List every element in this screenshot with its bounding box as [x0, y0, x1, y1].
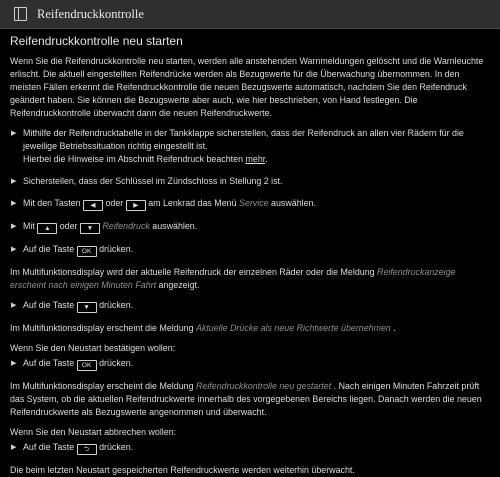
cancel-label: Wenn Sie den Neustart abbrechen wollen:	[10, 427, 177, 437]
step-ignition	[10, 175, 490, 188]
restart-info-paragraph: Im Multifunktionsdisplay erscheint die Meldung Reifendruckkontrolle neu gestartet . Nach einigen Minuten Fahrzeit prüft das System, ob die aktuellen Reifendruckwerte innerhalb des vorgegebenen Bereichs liegen. Danach werden die neuen Reifendruckwerte als Bezugswerte angenommen und überwacht.	[10, 381, 482, 417]
step-cancel-back: ▶ Auf die Taste ⮌ drücken.	[11, 442, 134, 453]
down-key-icon: ▼	[80, 223, 100, 234]
right-key-icon: ▶	[126, 200, 146, 211]
bullet-arrow-icon: ▶	[11, 246, 17, 253]
back-key-icon: ⮌	[77, 444, 97, 455]
step-select-service: ▶ Mit den Tasten ◀ oder ▶ am Lenkrad das Menü Service auswählen.	[11, 198, 316, 209]
menu-name-service: Service	[238, 198, 269, 208]
bullet-arrow-icon: ▶	[11, 223, 17, 230]
display-info-paragraph: Im Multifunktionsdisplay wird der aktuelle Reifendruck der einzelnen Räder oder die Meldung Reifendruckanzeige erscheint nach einigen Minuten Fahrt angezeigt.	[10, 267, 456, 290]
menu-item-reifendruck: Reifendruck	[102, 221, 150, 231]
step-text: Sicherstellen, dass der Schlüssel im Zündschloss in Stellung 2 ist.	[23, 176, 283, 186]
step-text: Mithilfe der Reifendrucktabelle in der Tankklappe sicherstellen, dass der Reifendruck an allen vier Rädern für die jeweilige Betriebssituation richtig eingestellt ist.	[23, 128, 464, 151]
window-title: Reifendruckkontrolle	[37, 6, 144, 21]
ok-key-icon: OK	[77, 246, 97, 257]
step-confirm-ok: ▶ Auf die Taste OK drücken.	[11, 358, 134, 369]
step-check-tyre-pressure: ▶ Mithilfe der Reifendrucktabelle in der Tankklappe sicherstellen, dass der Reifendruck an allen vier Rädern für die jeweilige Betriebssituation richtig eingestellt ist. Hierbei die Hinweise im Abschnitt Reifendruck beachten mehr.	[11, 128, 464, 164]
step-press-ok: ▶ Auf die Taste OK drücken.	[11, 244, 134, 255]
more-link[interactable]: mehr	[245, 154, 266, 164]
step-press-down: ▶ Auf die Taste ▼ drücken.	[11, 300, 134, 311]
bullet-arrow-icon: ▶	[11, 360, 17, 367]
left-key-icon: ◀	[83, 200, 103, 211]
title-bar	[0, 0, 500, 29]
section-heading: Reifendruckkontrolle neu starten	[10, 34, 183, 48]
down-key-icon: ▼	[77, 302, 97, 313]
bullet-arrow-icon: ▶	[11, 200, 17, 207]
hint-text: Hierbei die Hinweise im Abschnitt Reifendruck beachten	[23, 154, 246, 164]
bullet-arrow-icon: ▶	[11, 130, 17, 137]
display-message: Reifendruckkontrolle neu gestartet	[195, 381, 332, 391]
book-icon	[14, 7, 27, 21]
display-message-paragraph: Im Multifunktionsdisplay erscheint die Meldung Aktuelle Drücke als neue Richtwerte übernehmen .	[10, 323, 396, 333]
ok-key-icon: OK	[77, 360, 97, 371]
closing-paragraph: Die beim letzten Neustart gespeicherten Reifendruckwerte werden weiterhin überwacht.	[10, 465, 355, 475]
up-key-icon: ▲	[37, 223, 57, 234]
display-message: Aktuelle Drücke als neue Richtwerte übernehmen	[195, 323, 391, 333]
bullet-arrow-icon: ▶	[11, 302, 17, 309]
confirm-label: Wenn Sie den Neustart bestätigen wollen:	[10, 343, 176, 353]
bullet-arrow-icon: ▶	[11, 178, 17, 185]
step-select-tyre-pressure: ▶ Mit ▲ oder ▼ Reifendruck auswählen.	[11, 221, 198, 232]
intro-paragraph: Wenn Sie die Reifendruckkontrolle neu starten, werden alle anstehenden Warnmeldungen gelöscht und die Warnleuchte erlischt. Die aktuell eingestellten Reifendrücke werden als Bezugswerte für die Überwachung übernommen. In den meisten Fällen erkennt die Reifendruckkontrolle die neuen Bezugswerte automatisch, nachdem Sie den Reifendruck geändert haben. Sie können die Bezugswerte aber auch, wie hier beschrieben, von Hand festlegen. Die Reifendruckkontrolle überwacht dann die neuen Reifendruckwerte.	[10, 56, 484, 118]
article-body	[0, 29, 500, 477]
bullet-arrow-icon: ▶	[11, 444, 17, 451]
display-message: Reifendruckanzeige erscheint nach einigen Minuten Fahrt	[10, 267, 456, 290]
